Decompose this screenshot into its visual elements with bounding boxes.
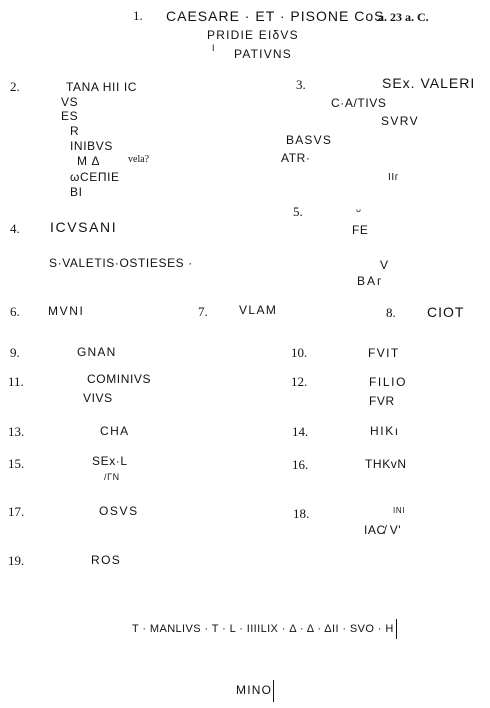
- header-mark: I: [212, 43, 216, 53]
- inscription-line: BI: [70, 185, 83, 199]
- inscription-line: BAᴦ: [357, 274, 384, 288]
- inscription-line: S·VALETIS·OSTIESES ·: [49, 256, 193, 270]
- footer-line-1: [132, 619, 397, 639]
- inscription-number: 8.: [386, 305, 396, 320]
- inscription-number: 15.: [8, 456, 25, 471]
- inscription-line: /ΓΝ: [104, 472, 120, 482]
- inscription-line: ATR·: [281, 151, 311, 165]
- footer-line-1-text: T · MANLIVS · T · L · IIIILIX · Δ · Δ · ΔII · SVO · H: [132, 622, 394, 635]
- inscription-line: FE: [352, 223, 369, 237]
- inscription-line: MVNI: [48, 304, 85, 318]
- inscription-line: CHA: [100, 424, 130, 438]
- header-line-1: CAESARE · ET · PISONE CoS: [166, 8, 385, 24]
- inscription-line: VIVS: [83, 391, 113, 405]
- inscription-line: R: [70, 124, 80, 138]
- inscription-line: ᴗ: [356, 204, 362, 214]
- inscription-number: 17.: [8, 504, 25, 519]
- inscription-line: C·A/TIVS: [331, 96, 387, 110]
- inscription-line: SVRV: [381, 114, 420, 128]
- inscription-line: COMINIVS: [87, 372, 152, 386]
- inscription-line: IAC̸ V': [364, 523, 402, 537]
- inscription-number: 16.: [292, 457, 309, 472]
- inscription-line: THKvN: [365, 457, 407, 471]
- inscription-line: ICVSANI: [50, 219, 118, 235]
- inscription-line: FVIT: [368, 346, 400, 360]
- inscription-line: OSVS: [99, 504, 139, 518]
- inscription-line: HIKı: [370, 424, 400, 438]
- inscription-number: 2.: [10, 79, 20, 94]
- inscription-line: ωCEΠIE: [70, 170, 120, 184]
- inscription-number: 13.: [8, 424, 25, 439]
- inscription-number: 4.: [10, 221, 20, 236]
- break-line: [273, 680, 274, 702]
- inscription-line: M Δ: [77, 154, 101, 168]
- inscription-number: 10.: [291, 345, 308, 360]
- inscription-number: 19.: [8, 553, 25, 568]
- inscription-line: SEx·L: [92, 454, 128, 468]
- inscription-line: IIᴦ: [388, 172, 400, 183]
- inscription-line: V: [380, 258, 389, 272]
- inscription-line: INIBVS: [70, 139, 113, 153]
- inscription-line: TANA HII IC: [66, 80, 138, 94]
- inscription-line: ES: [61, 109, 79, 123]
- inscription-number: 7.: [198, 304, 208, 319]
- break-line: [396, 619, 397, 639]
- header-line-3: PATIVNS: [234, 47, 292, 61]
- inscription-line: SEx. VALERI: [382, 75, 476, 91]
- header-date: a. 23 a. C.: [378, 10, 429, 24]
- inscription-line: BASVS: [286, 133, 333, 147]
- inscription-number: 6.: [10, 304, 20, 319]
- footer-line-2: [236, 680, 274, 702]
- inscription-line: GNAN: [77, 345, 117, 359]
- inscription-number: 9.: [10, 345, 20, 360]
- header-line-2: PRIDIE EIδVS: [207, 28, 299, 42]
- inscription-number: 14.: [292, 424, 309, 439]
- inscription-number: 11.: [8, 374, 24, 389]
- inscription-number: 12.: [291, 374, 308, 389]
- inscription-line: CIOT: [427, 304, 465, 320]
- inscription-number: 5.: [293, 204, 303, 219]
- inscription-number: 18.: [293, 506, 310, 521]
- footer-line-2-text: MINO: [236, 683, 273, 698]
- inscription-line: VS: [61, 95, 79, 109]
- inscription-note: vela?: [128, 154, 150, 165]
- inscription-line: INI: [393, 506, 406, 515]
- inscription-line: FILIO: [369, 375, 408, 389]
- inscription-number: 3.: [296, 77, 306, 92]
- inscription-line: FVR: [369, 394, 395, 408]
- inscription-line: VLAM: [239, 303, 278, 317]
- inscription-line: ROS: [91, 553, 122, 567]
- inscription-number: 1.: [133, 8, 143, 23]
